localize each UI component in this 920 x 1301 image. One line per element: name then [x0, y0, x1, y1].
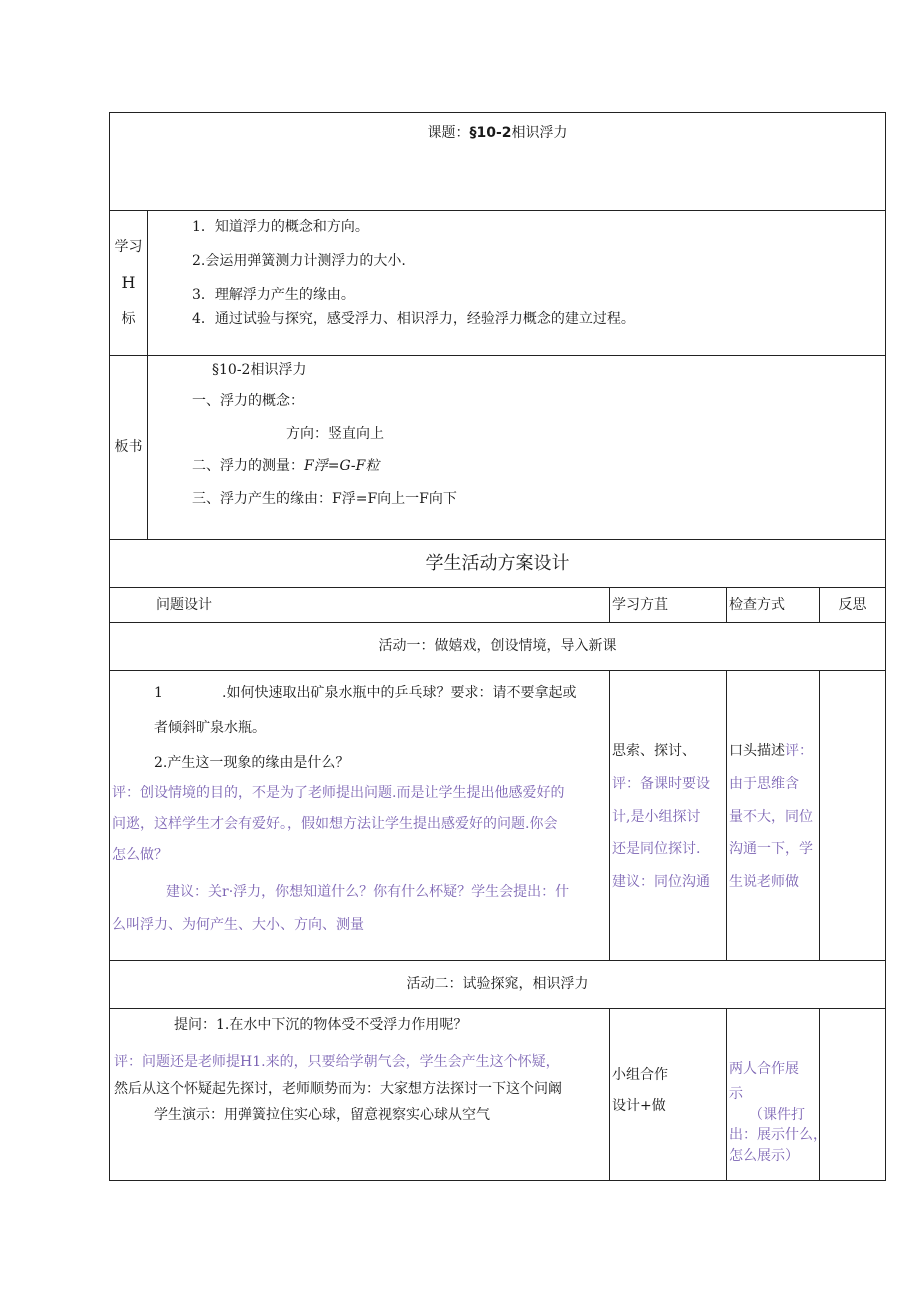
- activity2-title: 活动二：试验探窕，相识浮力: [110, 961, 886, 1009]
- board-content: §10-2相识浮力 一、浮力的概念： 方向：竖直向上 二、浮力的测量：F浮=G-F粒 三、浮力产生的缘由：F浮=F向上一F向下: [148, 356, 886, 540]
- board-label: 板书: [110, 356, 148, 540]
- goals-list: [148, 211, 886, 356]
- activity1-check: 口头描述评： 由于思维含 量不大，同位 沟通一下，学 生说老师做: [727, 671, 820, 961]
- section-title: 学生活动方案设计: [110, 540, 886, 588]
- goal-item: 2.会运用弹簧测力计测浮力的大小.: [192, 252, 406, 269]
- activity1-questions: 1 .如何快速取出矿泉水瓶中的乒乓球？要求：请不要拿起或 者倾斜旷泉水瓶。 2.产生这一现象的缘由是什么？ 评：创设情境的目的，不是为了老师提出问题.而是让学生提出他感爱好的 问逖，这样学生才会有爱好。，假如想方法让学生提出感爱好的问题.你会 怎么做？ 建议：关r·浮力，你想知道什么？你有什么杯疑？学生会提出：什 么叫浮力、为何产生、大小、方向、测量: [110, 671, 610, 961]
- formula: F浮=G-F粒: [304, 458, 380, 475]
- review-comment: 然后从这个怀疑起先探讨，老师顺势而为：大家想方法探讨一下这个问阚: [114, 1080, 562, 1097]
- activity2-method: 小组合作 设计+做: [610, 1009, 727, 1181]
- activity2-questions: 提问：1.在水中下沉的物体受不受浮力作用呢？ 评：问题还是老师提H1.来的，只要给学朝气会，学生会产生这个怀疑， 然后从这个怀疑起先探讨，老师顺势而为：大家想方法探讨一下这个问阚 学生演示：用弹簧拉住实心球，留意视察实心球从空气: [110, 1009, 610, 1181]
- lesson-title: 课题：§10-2相识浮力: [110, 113, 886, 211]
- activity1-method: 思索、探讨、 评：备课时要设 计,是小组探讨 还是同位探讨. 建议：同位沟通: [610, 671, 727, 961]
- review-comment: 评：问题还是老师提H1.来的，只要给学朝气会，学生会产生这个怀疑，: [114, 1053, 560, 1070]
- col-header-question: 问题设计: [110, 588, 610, 623]
- activity2-reflection: [820, 1009, 886, 1181]
- col-header-reflection: 反思: [820, 588, 886, 623]
- review-comment: 怎么做？: [112, 846, 168, 863]
- activity2-check: 两人合作展 示 （课件打 出：展示什么， 怎么展示）: [727, 1009, 820, 1181]
- goals-label: 学习 H 标: [110, 211, 148, 356]
- review-comment: 评：创设情境的目的，不是为了老师提出问题.而是让学生提出他感爱好的: [112, 785, 565, 802]
- goal-item: 1．知道浮力的概念和方向。: [192, 219, 369, 235]
- suggestion: 建议：关r·浮力，你想知道什么？你有什么杯疑？学生会提出：什: [166, 883, 570, 900]
- col-header-check: 检查方式: [727, 588, 820, 623]
- col-header-method: 学习方苴: [610, 588, 727, 623]
- goal-item: 4．通过试验与探究，感受浮力、相识浮力，经验浮力概念的建立过程。: [192, 311, 635, 328]
- activity1-title: 活动一：做嬉戏，创设情境，导入新课: [110, 623, 886, 671]
- activity1-reflection: [820, 671, 886, 961]
- lesson-plan-table: [109, 112, 886, 1181]
- goal-item: 3．理解浮力产生的缘由。: [192, 286, 355, 303]
- suggestion: 么叫浮力、为何产生、大小、方向、测量: [112, 916, 364, 933]
- review-comment: 问逖，这样学生才会有爱好。，假如想方法让学生提出感爱好的问题.你会: [112, 816, 558, 833]
